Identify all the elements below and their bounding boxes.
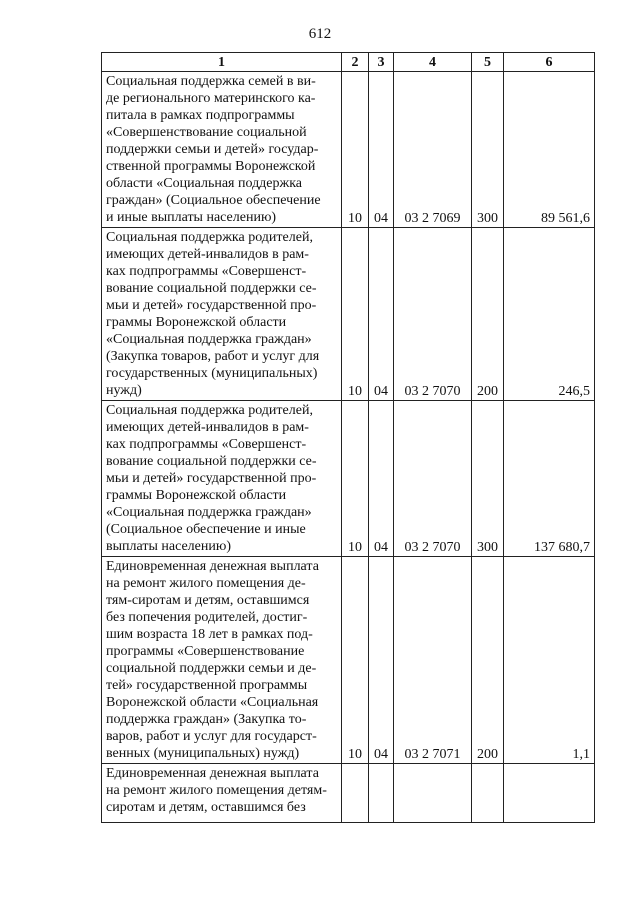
description-line: «Социальная поддержка граждан» [106, 505, 312, 520]
subsection-code: 04 [369, 401, 394, 557]
row-description [102, 72, 342, 228]
description-line: тей» государственной программы [106, 678, 308, 693]
row-description [102, 764, 342, 823]
description-line: ственной программы Воронежской [106, 159, 316, 174]
column-header: 1 [102, 53, 342, 72]
subsection-code: 04 [369, 557, 394, 764]
description-line: программы «Совершенствование [106, 644, 305, 659]
row-description [102, 401, 342, 557]
subsection-code: 04 [369, 72, 394, 228]
description-line: социальной поддержки семьи и де- [106, 661, 317, 676]
target-article-code: 03 2 7069 [394, 72, 472, 228]
section-code: 10 [342, 228, 369, 401]
description-line: «Совершенствование социальной [106, 125, 307, 140]
description-line: поддержки семьи и детей» государ- [106, 142, 319, 157]
table-row [102, 228, 595, 401]
amount-value [504, 764, 595, 823]
description-line: граждан» (Социальное обеспечение [106, 193, 321, 208]
table-row [102, 72, 595, 228]
table-row [102, 557, 595, 764]
expense-type-code [472, 764, 504, 823]
table-row [102, 401, 595, 557]
description-line: Социальная поддержка родителей, [106, 230, 313, 245]
column-header: 4 [394, 53, 472, 72]
header-row [102, 53, 595, 72]
description-line: шим возраста 18 лет в рамках под- [106, 627, 313, 642]
description-line: имеющих детей-инвалидов в рам- [106, 247, 309, 262]
target-article-code: 03 2 7071 [394, 557, 472, 764]
description-line: имеющих детей-инвалидов в рам- [106, 420, 309, 435]
description-line: государственных (муниципальных) [106, 366, 318, 381]
description-line: мьи и детей» государственной про- [106, 471, 317, 486]
budget-table [101, 52, 595, 823]
subsection-code [369, 764, 394, 823]
section-code [342, 764, 369, 823]
description-line: Социальная поддержка родителей, [106, 403, 313, 418]
description-line: выплаты населению) [106, 539, 231, 554]
description-line: Единовременная денежная выплата [106, 559, 319, 574]
description-line: области «Социальная поддержка [106, 176, 302, 191]
description-line: Единовременная денежная выплата [106, 766, 319, 781]
description-line: (Закупка товаров, работ и услуг для [106, 349, 320, 364]
description-line: граммы Воронежской области [106, 488, 287, 503]
section-code: 10 [342, 401, 369, 557]
column-header: 6 [504, 53, 595, 72]
expense-type-code: 300 [472, 72, 504, 228]
description-line: граммы Воронежской области [106, 315, 287, 330]
description-line: вование социальной поддержки се- [106, 454, 317, 469]
column-header: 5 [472, 53, 504, 72]
target-article-code: 03 2 7070 [394, 228, 472, 401]
target-article-code: 03 2 7070 [394, 401, 472, 557]
table-row [102, 764, 595, 823]
section-code: 10 [342, 72, 369, 228]
description-line: поддержка граждан» (Закупка то- [106, 712, 307, 727]
description-line: и иные выплаты населению) [106, 210, 277, 225]
description-line: ках подпрограммы «Совершенст- [106, 264, 307, 279]
expense-type-code: 200 [472, 557, 504, 764]
column-header: 3 [369, 53, 394, 72]
description-line: «Социальная поддержка граждан» [106, 332, 312, 347]
amount-value: 246,5 [504, 228, 595, 401]
subsection-code: 04 [369, 228, 394, 401]
target-article-code [394, 764, 472, 823]
column-header: 2 [342, 53, 369, 72]
description-line: варов, работ и услуг для государст- [106, 729, 317, 744]
section-code: 10 [342, 557, 369, 764]
amount-value: 1,1 [504, 557, 595, 764]
row-description [102, 557, 342, 764]
description-line: сиротам и детям, оставшимся без [106, 800, 306, 815]
description-line: тям-сиротам и детям, оставшимся [106, 593, 310, 608]
page-number: 612 [308, 26, 332, 42]
description-line: де регионального материнского ка- [106, 91, 316, 106]
description-line: Воронежской области «Социальная [106, 695, 319, 710]
description-line: питала в рамках подпрограммы [106, 108, 295, 123]
expense-type-code: 200 [472, 228, 504, 401]
description-line: вование социальной поддержки се- [106, 281, 317, 296]
amount-value: 89 561,6 [504, 72, 595, 228]
amount-value: 137 680,7 [504, 401, 595, 557]
row-description [102, 228, 342, 401]
description-line: нужд) [106, 383, 142, 398]
description-line: (Социальное обеспечение и иные [106, 522, 306, 537]
description-line: мьи и детей» государственной про- [106, 298, 317, 313]
description-line: Социальная поддержка семей в ви- [106, 74, 316, 89]
description-line: без попечения родителей, достиг- [106, 610, 308, 625]
description-line: ках подпрограммы «Совершенст- [106, 437, 307, 452]
description-line: на ремонт жилого помещения детям- [106, 783, 327, 798]
expense-type-code: 300 [472, 401, 504, 557]
description-line: на ремонт жилого помещения де- [106, 576, 306, 591]
description-line: венных (муниципальных) нужд) [106, 746, 300, 761]
